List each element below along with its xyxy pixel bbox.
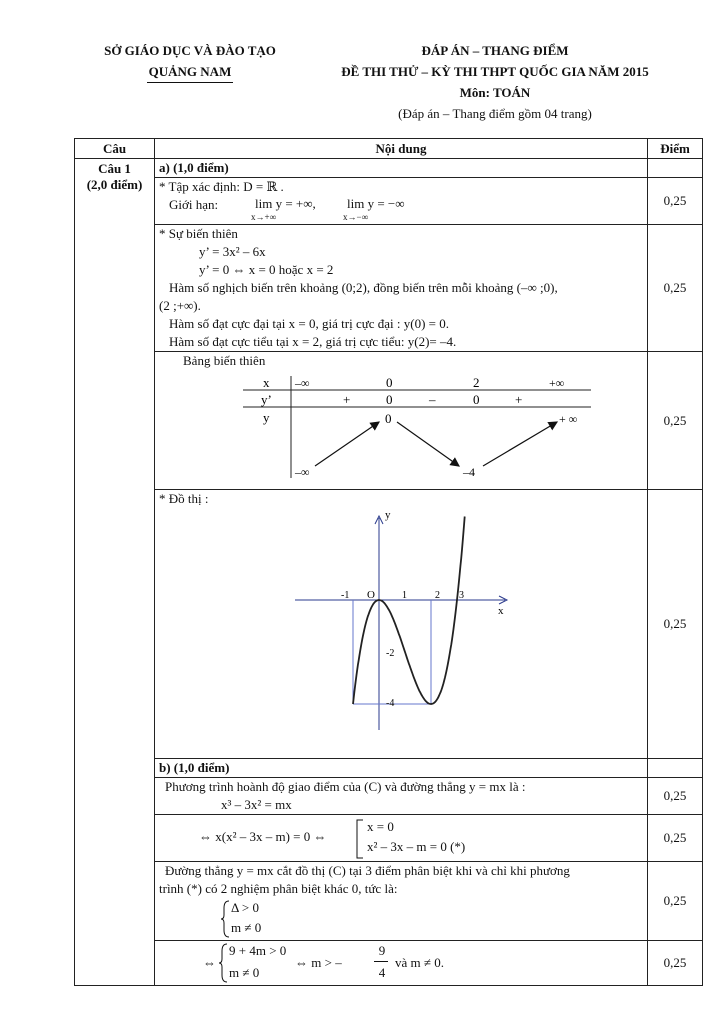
subject: Môn: TOÁN: [459, 85, 531, 100]
tick-x-2: 2: [435, 590, 440, 601]
vt-yp-label: y’: [261, 392, 272, 407]
score-cell: 0,25: [648, 862, 703, 941]
pages-note: (Đáp án – Thang điểm gồm 04 trang): [398, 106, 592, 121]
table-row: [75, 178, 703, 225]
vt-y-pinf: + ∞: [559, 412, 578, 426]
score-cell: 0,25: [648, 941, 703, 986]
limit-plus: lim y = +∞,: [255, 196, 316, 211]
domain-line: * Tập xác định: D = ℝ .: [159, 179, 284, 194]
derivative-line: y’ = 3x² – 6x: [199, 244, 266, 259]
vt-zero-2: 0: [473, 392, 480, 407]
intersection-eq: x³ – 3x² = mx: [221, 797, 292, 812]
header-left: [60, 40, 320, 83]
tick-x-minus1: -1: [341, 590, 350, 601]
table-row: [75, 862, 703, 941]
variation-table-cell: [155, 352, 648, 490]
province-name: QUẢNG NAM: [147, 61, 234, 83]
cubic-curve: [353, 517, 465, 705]
result-inequality: ⇔ m > –: [295, 955, 342, 970]
cond-final-2: m ≠ 0: [229, 965, 260, 980]
table-row: [75, 225, 703, 352]
question-label: Câu 1: [98, 161, 131, 176]
vt-x-pinf: +∞: [549, 376, 565, 390]
monotonic-line: Hàm số nghịch biến trên khoảng (0;2), đồng biến trên mỗi khoảng (–∞ ;0),: [169, 280, 558, 295]
function-graph: [155, 508, 648, 758]
limits-label: Giới hạn:: [169, 197, 219, 212]
part-a-heading: a) (1,0 điểm): [159, 160, 229, 175]
monotonic-line-cont: (2 ;+∞).: [159, 298, 201, 313]
cond-m-nonzero: m ≠ 0: [231, 920, 262, 935]
vt-y-minf: –∞: [295, 465, 310, 479]
frac-num: 9: [378, 943, 386, 958]
table-row: [75, 941, 703, 986]
tick-x-3: 3: [459, 590, 464, 601]
limit-minus: lim y = −∞: [347, 196, 405, 211]
table-row: [75, 778, 703, 815]
result-tail: và m ≠ 0.: [395, 955, 445, 970]
variation-heading: * Sự biến thiên: [159, 226, 238, 241]
variation-table: [155, 370, 648, 488]
answer-table: [74, 138, 703, 986]
tick-x-1: 1: [402, 590, 407, 601]
vt-x-label: x: [263, 375, 270, 390]
tick-y-minus4: -4: [386, 698, 395, 709]
factor-eq: ⇔ x(x² – 3x – m) = 0 ⇔: [199, 829, 327, 844]
limits-line: [155, 196, 647, 222]
vt-y-max: 0: [385, 411, 392, 426]
local-min-line: Hàm số đạt cực tiểu tại x = 2, giá trị cực tiểu: y(2)= –4.: [169, 334, 457, 349]
col-content-header: Nội dung: [155, 139, 648, 159]
vt-arrow-up-1: [315, 422, 379, 466]
condition-line-1: Đường thẳng y = mx cắt đồ thị (C) tại 3 điểm phân biệt khi và chỉ khi phương: [165, 863, 570, 878]
vt-sign-1: +: [343, 392, 351, 407]
intersection-eq-intro: Phương trình hoành độ giao điểm của (C) và đường thẳng y = mx là :: [165, 779, 526, 794]
department-name: SỞ GIÁO DỤC VÀ ĐÀO TẠO: [104, 43, 276, 58]
col-cau-header: Câu: [75, 139, 155, 159]
score-cell: 0,25: [648, 778, 703, 815]
cond-final-1: 9 + 4m > 0: [229, 943, 287, 958]
condition-line-2: trình (*) có 2 nghiệm phân biệt khác 0, tức là:: [159, 881, 398, 896]
case-quadratic: x² – 3x – m = 0 (*): [367, 839, 466, 854]
origin-label: O: [367, 589, 375, 601]
part-b-heading: b) (1,0 điểm): [159, 760, 230, 775]
question-cell: [75, 159, 155, 986]
brace-system: [221, 900, 231, 938]
table-row: [75, 352, 703, 490]
doc-title: ĐÁP ÁN – THANG ĐIỂM: [421, 43, 569, 58]
question-points: (2,0 điểm): [86, 177, 143, 192]
tick-y-minus2: -2: [386, 648, 395, 659]
x-axis-label: x: [498, 605, 504, 617]
cond-delta: Δ > 0: [231, 900, 259, 915]
score-cell: 0,25: [648, 178, 703, 225]
equiv-symbol: ⇔: [203, 955, 216, 970]
vt-sign-3: +: [515, 392, 523, 407]
col-score-header: Điểm: [648, 139, 703, 159]
part-a-row: [155, 159, 648, 178]
brace-system-final: [219, 943, 229, 983]
header-right: [300, 40, 690, 124]
score-cell: 0,25: [648, 225, 703, 352]
table-row: [75, 490, 703, 759]
graph-title: * Đồ thị :: [159, 491, 209, 506]
vt-x-2: 2: [473, 375, 480, 390]
score-cell: 0,25: [648, 815, 703, 862]
limit-minus-sub: x→−∞: [343, 212, 368, 222]
bracket-system: [355, 819, 365, 859]
vt-y-label: y: [263, 410, 270, 425]
vt-sign-2: –: [429, 392, 436, 407]
vt-x-0: 0: [386, 375, 393, 390]
y-axis-label: y: [385, 509, 391, 521]
vt-arrow-down: [397, 422, 459, 466]
score-cell: 0,25: [648, 490, 703, 759]
critical-points-line: y’ = 0 ⇔ x = 0 hoặc x = 2: [199, 262, 334, 277]
vt-zero-1: 0: [386, 392, 393, 407]
frac-den: 4: [378, 965, 386, 980]
vt-arrow-up-2: [483, 422, 557, 466]
case-x-zero: x = 0: [367, 819, 394, 834]
table-header-row: [75, 139, 703, 159]
limit-plus-sub: x→+∞: [251, 212, 276, 222]
score-cell: 0,25: [648, 352, 703, 490]
variation-table-title: Bảng biến thiên: [183, 353, 266, 368]
exam-title: ĐỀ THI THỬ – KỲ THI THPT QUỐC GIA NĂM 2015: [341, 64, 649, 79]
part-b-row: [155, 759, 648, 778]
vt-x-minf: –∞: [295, 376, 310, 390]
graph-cell: [155, 490, 648, 759]
vt-y-min: –4: [463, 465, 475, 479]
table-row: [75, 815, 703, 862]
local-max-line: Hàm số đạt cực đại tại x = 0, giá trị cực đại : y(0) = 0.: [169, 316, 450, 331]
